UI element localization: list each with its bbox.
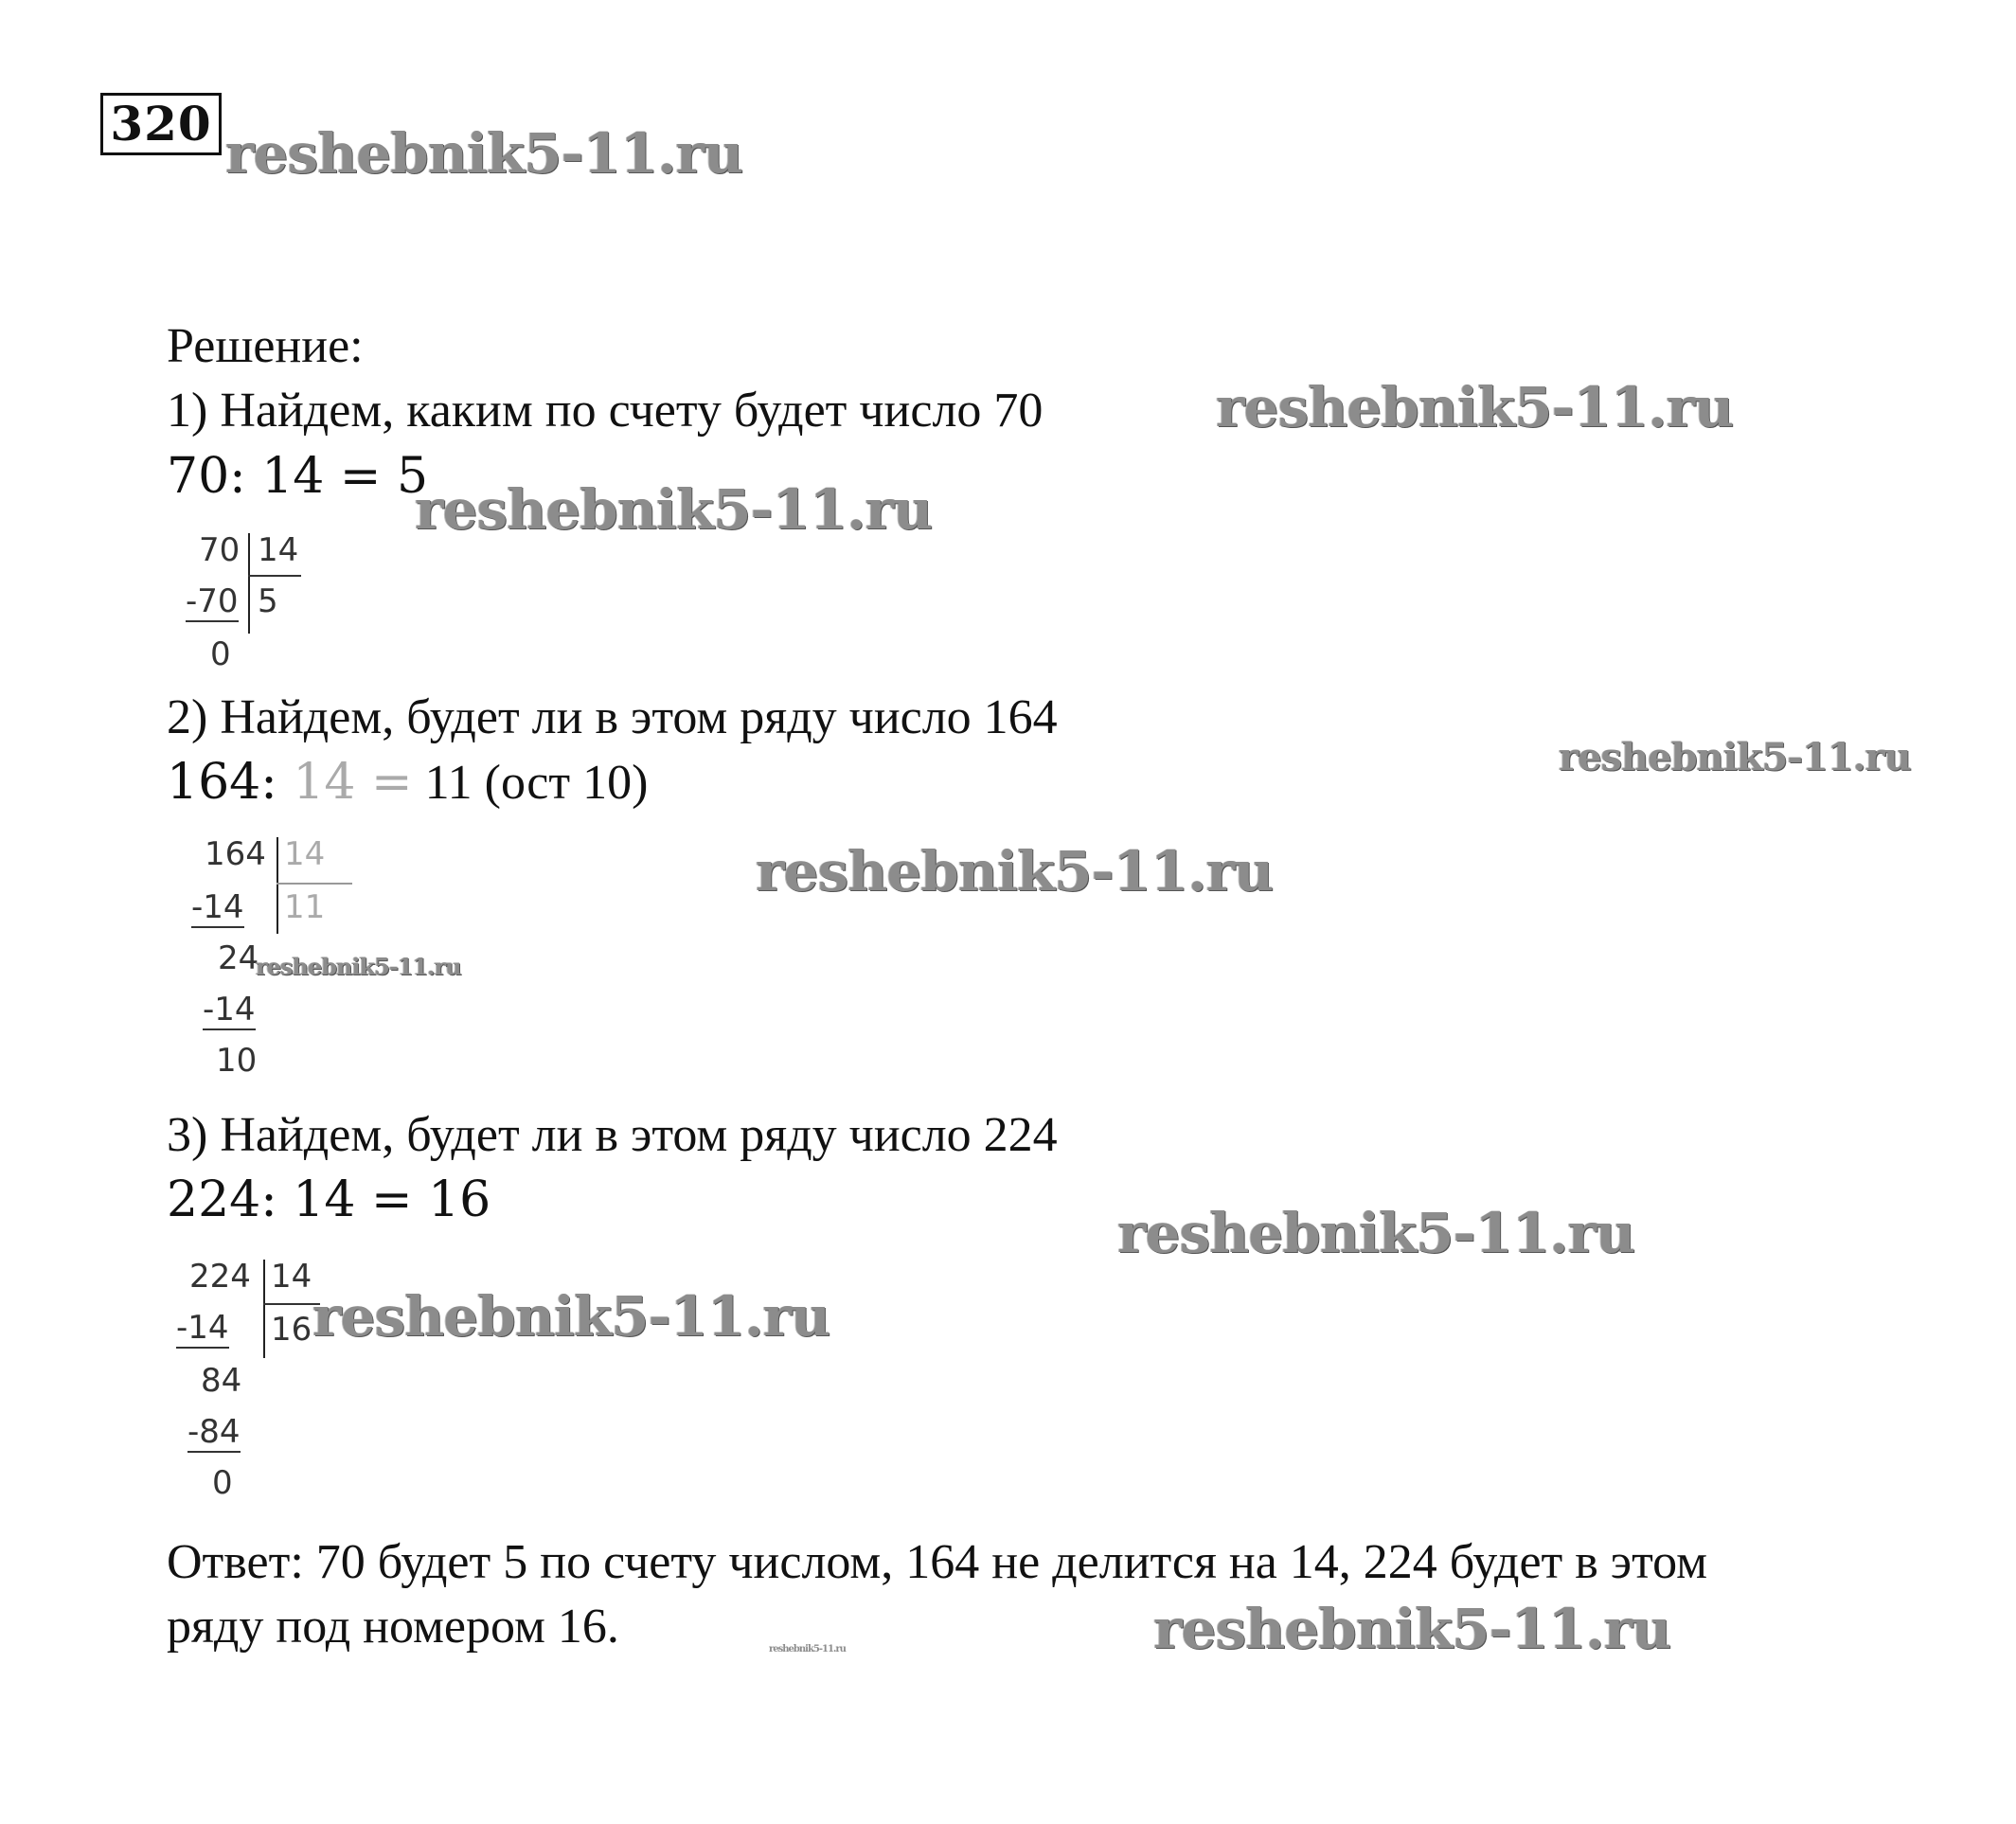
dividend: 164	[205, 835, 266, 873]
divisor-line	[248, 575, 301, 577]
divisor-line	[263, 1303, 320, 1305]
step2-text: 2) Найдем, будет ли в этом ряду число 164	[167, 690, 1058, 744]
step2-equation-faded: 14 =	[293, 754, 413, 811]
task-number-box: 320	[100, 93, 222, 155]
step2-equation-left: 164:	[167, 754, 294, 811]
divisor: 14	[284, 835, 326, 873]
watermark: reshebnik5-11.ru	[1117, 1201, 1635, 1265]
quotient: 16	[271, 1311, 312, 1349]
watermark: reshebnik5-11.ru	[756, 839, 1274, 903]
remainder: 0	[212, 1464, 233, 1502]
watermark: reshebnik5-11.ru	[225, 121, 743, 186]
watermark: reshebnik5-11.ru	[1216, 375, 1734, 439]
answer-line-2: ряду под номером 16.	[167, 1600, 619, 1654]
subtrahend: -14	[191, 888, 244, 926]
watermark: reshebnik5-11.ru	[1559, 735, 1911, 779]
watermark: reshebnik5-11.ru	[1153, 1597, 1671, 1661]
dividend: 224	[189, 1258, 251, 1296]
long-division-1	[186, 531, 337, 673]
step2-equation-right: 11 (ост 10)	[412, 756, 649, 810]
dividend: 70	[199, 531, 241, 569]
subtrahend-2: -14	[203, 991, 256, 1028]
remainder: 10	[216, 1042, 258, 1080]
answer-line-1: Ответ: 70 будет 5 по счету числом, 164 не делится на 14, 224 будет в этом	[167, 1535, 1708, 1589]
watermark: reshebnik5-11.ru	[769, 1644, 846, 1654]
subtrahend-2: -84	[187, 1413, 241, 1451]
quotient: 5	[258, 582, 278, 620]
watermark: reshebnik5-11.ru	[415, 477, 933, 542]
watermark: reshebnik5-11.ru	[312, 1284, 830, 1349]
division-bar	[248, 533, 250, 634]
subtrahend: -70	[186, 582, 239, 620]
step1-equation: 70: 14 = 5	[167, 448, 429, 505]
quotient: 11	[284, 888, 326, 926]
intermediate: 84	[201, 1362, 242, 1400]
step1-text: 1) Найдем, каким по счету будет число 70	[167, 384, 1044, 438]
divisor: 14	[258, 531, 299, 569]
divisor-line	[277, 883, 352, 885]
intermediate: 24	[218, 939, 259, 977]
step3-equation: 224: 14 = 16	[167, 1171, 491, 1228]
division-bar	[277, 837, 278, 934]
step2-equation	[167, 754, 648, 812]
remainder: 0	[210, 635, 231, 673]
solution-label: Решение:	[167, 319, 364, 373]
divisor: 14	[271, 1258, 312, 1296]
division-bar	[263, 1260, 265, 1358]
step3-text: 3) Найдем, будет ли в этом ряду число 224	[167, 1108, 1058, 1162]
watermark: reshebnik5-11.ru	[256, 953, 461, 980]
subtrahend: -14	[176, 1309, 229, 1347]
